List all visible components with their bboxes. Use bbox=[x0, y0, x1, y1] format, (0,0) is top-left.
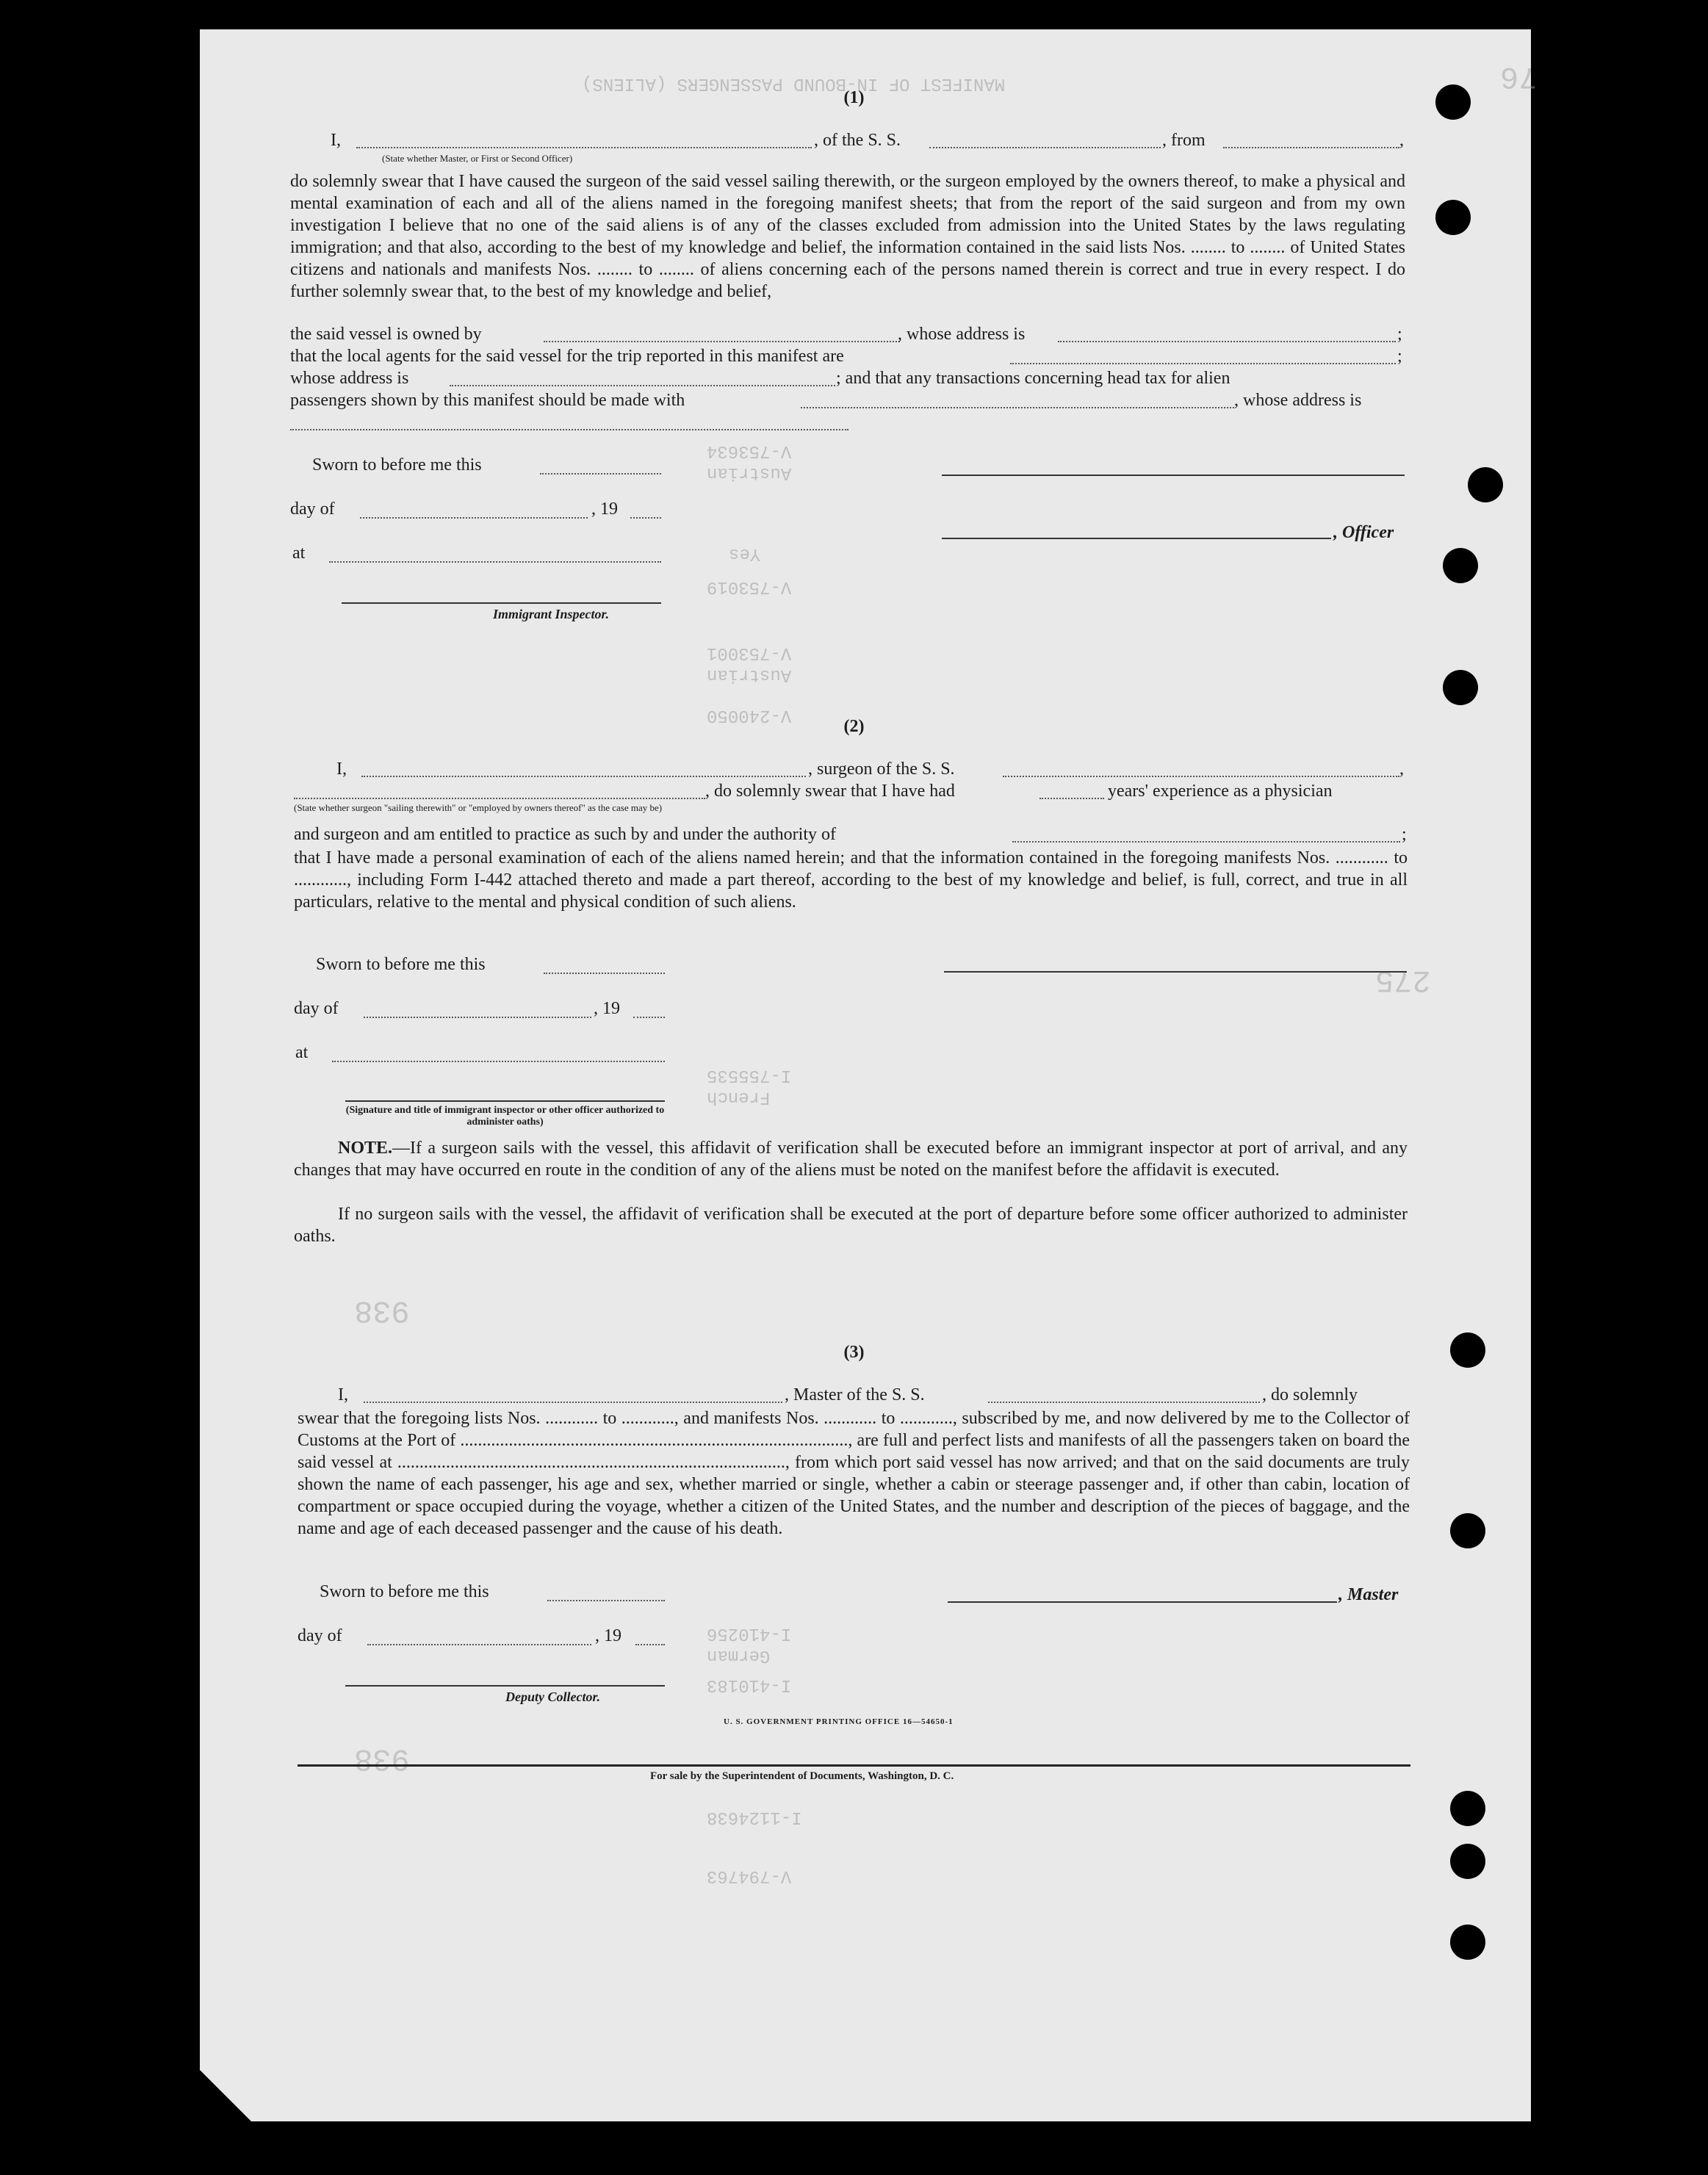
s2-sailing-status-field[interactable] bbox=[294, 798, 705, 799]
bleedthrough-number: 938 bbox=[354, 1293, 410, 1328]
s1-from-label: , from bbox=[1162, 131, 1206, 150]
bleedthrough-line: Austrian bbox=[707, 665, 792, 685]
punch-hole bbox=[1435, 200, 1471, 235]
s2-day-field[interactable] bbox=[364, 1017, 591, 1018]
bleedthrough-number: 938 bbox=[354, 1741, 410, 1776]
s1-day-field[interactable] bbox=[360, 517, 588, 519]
s1-agents-field[interactable] bbox=[1010, 363, 1396, 364]
s1-agents-address-field[interactable] bbox=[450, 385, 835, 386]
s2-at-label: at bbox=[295, 1043, 309, 1062]
footer-rule bbox=[298, 1764, 1410, 1767]
s1-ss-label: , of the S. S. bbox=[814, 131, 901, 150]
s1-from-field[interactable] bbox=[1223, 147, 1399, 148]
s1-sworn-field[interactable] bbox=[540, 473, 661, 475]
bleedthrough-number: 76 bbox=[1500, 59, 1538, 94]
s3-day-field[interactable] bbox=[367, 1644, 591, 1645]
s1-agents-label: that the local agents for the said vessel for the trip reported in this manifest are bbox=[290, 347, 844, 366]
bleedthrough-line: V-753001 bbox=[707, 643, 792, 663]
bleedthrough-line: V-753634 bbox=[707, 441, 792, 461]
s1-passengers-label: passengers shown by this manifest should be made with bbox=[290, 391, 685, 410]
s3-i-label: I, bbox=[338, 1385, 348, 1404]
s1-semicolon: ; bbox=[1397, 325, 1402, 344]
s3-deputy-signature-line[interactable] bbox=[345, 1685, 665, 1687]
s2-surgeon-name-field[interactable] bbox=[361, 776, 806, 777]
bleedthrough-title: MANIFEST OF IN-BOUND PASSENGERS (ALIENS) bbox=[582, 73, 1006, 93]
s2-inspector-signature-line[interactable] bbox=[345, 1100, 665, 1102]
s1-transactions-text: ; and that any transactions concerning head tax for alien bbox=[836, 369, 1230, 388]
bleedthrough-line: Austrian bbox=[707, 463, 792, 483]
s2-year-label: , 19 bbox=[594, 999, 620, 1018]
sale-notice: For sale by the Superintendent of Documents, Washington, D. C. bbox=[650, 1770, 954, 1782]
s1-headtax-field[interactable] bbox=[801, 407, 1234, 408]
s1-headtax-address-field[interactable] bbox=[290, 429, 848, 430]
s1-officer-caption: (State whether Master, or First or Second Officer) bbox=[382, 153, 573, 164]
s2-i-label: I, bbox=[336, 760, 347, 779]
s2-surgeon-caption: (State whether surgeon "sailing therewith" or "employed by owners thereof" as the case may be) bbox=[294, 802, 663, 813]
s1-owned-label: the said vessel is owned by bbox=[290, 325, 482, 344]
section-3-heading: (3) bbox=[843, 1343, 865, 1362]
s1-address-label: , whose address is bbox=[898, 325, 1026, 344]
s1-at-field[interactable] bbox=[329, 561, 661, 563]
bleedthrough-line: German bbox=[707, 1645, 771, 1665]
s1-officer-signature-line[interactable] bbox=[942, 475, 1405, 476]
s2-semicolon: ; bbox=[1402, 825, 1407, 844]
bleedthrough-line: I-1124638 bbox=[707, 1807, 802, 1827]
s3-day-label: day of bbox=[298, 1626, 342, 1645]
s1-officer-field[interactable] bbox=[356, 147, 812, 148]
bleedthrough-number: 275 bbox=[1375, 962, 1431, 998]
s3-year-field[interactable] bbox=[635, 1644, 665, 1645]
s2-sworn-label: Sworn to before me this bbox=[316, 955, 486, 974]
s1-comma: , bbox=[1399, 131, 1404, 150]
s3-master-label: , Master of the S. S. bbox=[785, 1385, 925, 1404]
punch-hole bbox=[1450, 1844, 1485, 1879]
punch-hole bbox=[1450, 1513, 1485, 1548]
s1-at-label: at bbox=[292, 544, 306, 563]
s2-authority-label: and surgeon and am entitled to practice as such by and under the authority of bbox=[294, 825, 836, 844]
s3-vessel-field[interactable] bbox=[988, 1402, 1260, 1403]
s3-year-label: , 19 bbox=[595, 1626, 621, 1645]
s2-surgeon-label: , surgeon of the S. S. bbox=[808, 760, 955, 779]
s1-address2-label: whose address is bbox=[290, 369, 409, 388]
bleedthrough-line: V-240050 bbox=[707, 705, 792, 725]
s2-years-field[interactable] bbox=[1039, 798, 1104, 799]
s3-oath-paragraph: swear that the foregoing lists Nos. ............ to ............, and manifests Nos. ............ to ............, subscribed by me, and now delivered by me to the Collector of Customs at the Port of ........................................................................................, are full and perfect lists and manifests of all the passengers taken on board the said vessel at ........................................................................................, from which port said vessel has now arrived; and that on the said documents are truly shown the name of each passenger, his age and sex, whether married or single, whether a cabin or steerage passenger and, if other than cabin, location of compartment or space occupied during the voyage, whether a citizen of the United States, and the number and description of the pieces of baggage, and the name and age of each deceased passenger and the cause of his death. bbox=[298, 1409, 1410, 1538]
s3-master-name-field[interactable] bbox=[364, 1402, 782, 1403]
s1-sworn-label: Sworn to before me this bbox=[312, 455, 482, 475]
s2-note-1-text: —If a surgeon sails with the vessel, this affidavit of verification shall be executed before an immigrant inspector at port of arrival, and any changes that may have occurred en route in the condition of any of the aliens must be noted on the manifest before the affidavit is executed. bbox=[294, 1139, 1408, 1180]
s2-comma: , bbox=[1399, 760, 1404, 779]
s2-vessel-field[interactable] bbox=[1003, 776, 1399, 777]
s1-year-field[interactable] bbox=[630, 517, 661, 519]
s3-master-signature-line[interactable] bbox=[948, 1601, 1337, 1603]
s1-officer-title-line[interactable] bbox=[942, 538, 1331, 539]
s2-signature-caption: (Signature and title of immigrant inspector or other officer authorized to administer oaths) bbox=[345, 1105, 665, 1128]
s2-day-label: day of bbox=[294, 999, 339, 1018]
bleedthrough-line: V-753019 bbox=[707, 577, 792, 596]
s1-semicolon: ; bbox=[1397, 347, 1402, 366]
s2-note-2: If no surgeon sails with the vessel, the affidavit of verification shall be executed at the port of departure before some officer authorized to administer oaths. bbox=[294, 1205, 1408, 1246]
s2-oath-paragraph: that I have made a personal examination of each of the aliens named herein; and that the information contained in the foregoing manifests Nos. ............ to ............, including Form I-442 attached thereto and made a part thereof, according to the best of my knowledge and belief, is full, correct, and true in all particulars, relative to the mental and physical condition of such aliens. bbox=[294, 848, 1408, 912]
s1-vessel-field[interactable] bbox=[929, 147, 1161, 148]
s1-oath-paragraph: do solemnly swear that I have caused the surgeon of the said vessel sailing therewith, or the surgeon employed by the owners thereof, to make a physical and mental examination of each and all of the aliens named in the foregoing manifest sheets; that from the report of the said surgeon and from my own investigation I believe that no one of the said aliens is of any of the classes excluded from admission into the United States by the laws regulating immigration; and that also, according to the best of my knowledge and belief, the information contained in the said lists Nos. ........ to ........ of United States citizens and nationals and manifests Nos. ........ to ........ of aliens concerning each of the persons named therein is correct and true in every respect. I do further solemnly swear that, to the best of my knowledge and belief, bbox=[290, 172, 1405, 301]
s1-owner-field[interactable] bbox=[544, 341, 900, 342]
s2-year-field[interactable] bbox=[633, 1017, 665, 1018]
punch-hole bbox=[1443, 670, 1478, 705]
punch-hole bbox=[1450, 1791, 1485, 1826]
s1-address3-label: , whose address is bbox=[1234, 391, 1362, 410]
s2-swear-label: , do solemnly swear that I have had bbox=[705, 782, 955, 801]
bleedthrough-line: I-410256 bbox=[707, 1623, 792, 1643]
s1-owner-address-field[interactable] bbox=[1058, 341, 1396, 342]
bleedthrough-line: V-794763 bbox=[707, 1866, 792, 1886]
s2-authority-field[interactable] bbox=[1012, 841, 1400, 843]
s3-sworn-field[interactable] bbox=[547, 1600, 665, 1601]
s2-surgeon-signature-line[interactable] bbox=[944, 971, 1407, 973]
punch-hole bbox=[1468, 467, 1503, 502]
printing-office-imprint: U. S. GOVERNMENT PRINTING OFFICE 16—54650-1 bbox=[724, 1717, 954, 1726]
s2-sworn-field[interactable] bbox=[544, 973, 665, 974]
punch-hole bbox=[1443, 548, 1478, 583]
s1-inspector-caption: Immigrant Inspector. bbox=[492, 607, 610, 621]
clipped-corner bbox=[200, 2070, 251, 2121]
s2-years-label: years' experience as a physician bbox=[1108, 782, 1333, 801]
s3-master-caption: , Master bbox=[1338, 1585, 1399, 1604]
punch-hole bbox=[1450, 1925, 1485, 1960]
bleedthrough-line: French bbox=[707, 1087, 771, 1107]
s3-deputy-caption: Deputy Collector. bbox=[505, 1689, 600, 1704]
s2-note-label: NOTE. bbox=[338, 1139, 393, 1158]
bleedthrough-line: I-755535 bbox=[707, 1065, 792, 1085]
s3-solemnly-label: , do solemnly bbox=[1262, 1385, 1358, 1404]
s1-day-label: day of bbox=[290, 499, 335, 519]
s1-inspector-signature-line[interactable] bbox=[342, 602, 661, 604]
s3-sworn-label: Sworn to before me this bbox=[320, 1582, 489, 1601]
s2-note-1 bbox=[294, 1137, 1408, 1181]
section-2-heading: (2) bbox=[843, 717, 865, 736]
bleedthrough-line: I-410183 bbox=[707, 1675, 792, 1695]
s2-at-field[interactable] bbox=[332, 1061, 665, 1062]
section-1-heading: (1) bbox=[843, 88, 865, 107]
bleedthrough-line: Yes bbox=[729, 544, 761, 563]
s1-year-label: , 19 bbox=[591, 499, 618, 519]
s1-officer-label: , Officer bbox=[1333, 523, 1394, 542]
s1-i-label: I, bbox=[331, 131, 341, 150]
